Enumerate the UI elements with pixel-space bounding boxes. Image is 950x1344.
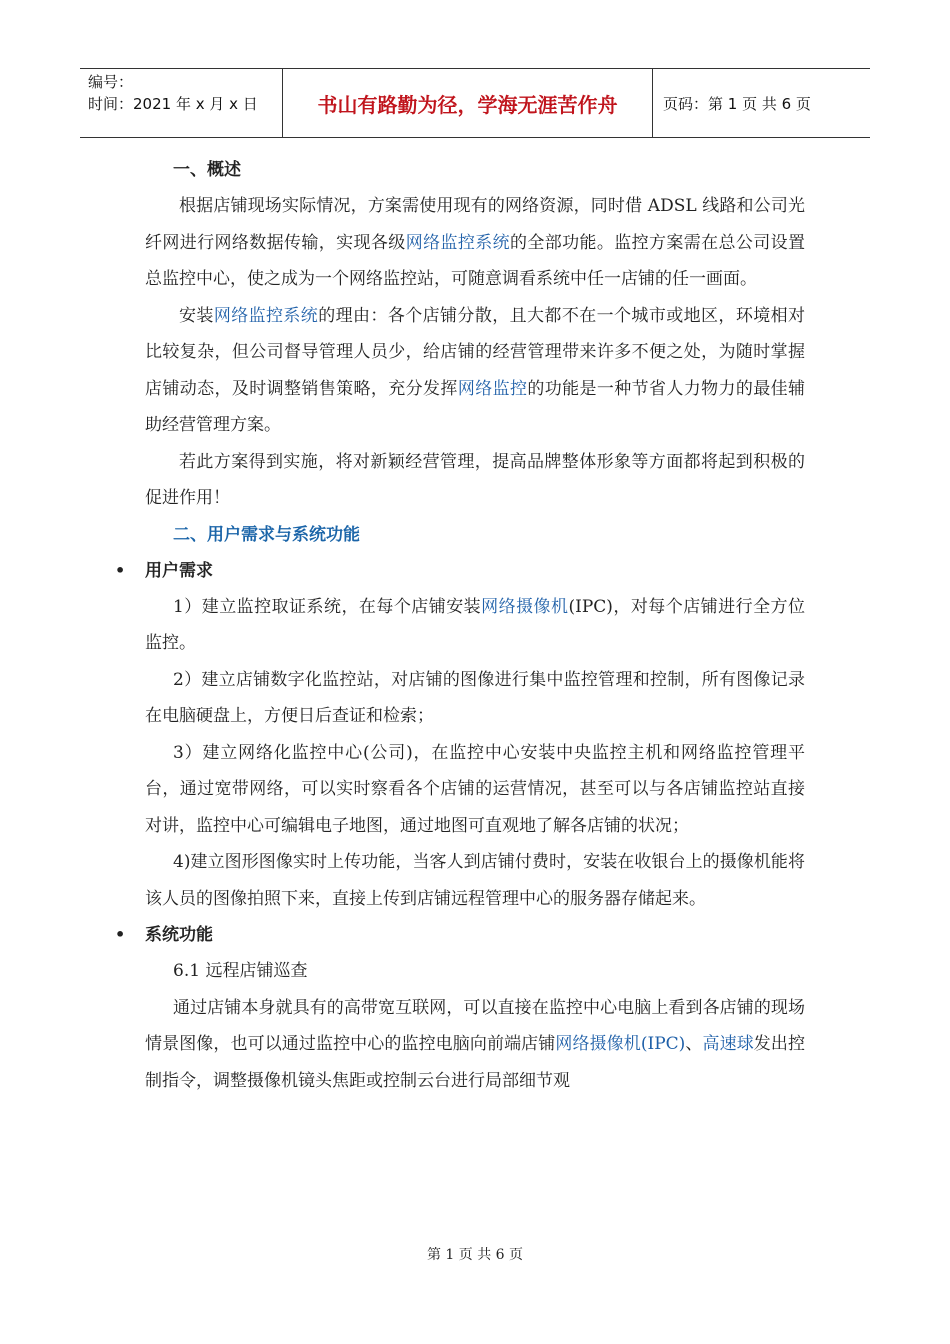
header-page-info: 页码：第 1 页 共 6 页	[663, 94, 811, 113]
page-footer: 第 1 页 共 6 页	[426, 1247, 524, 1263]
section1-title: 一、概述	[173, 160, 241, 180]
time-label: 时间：2021 年 x 月 x 日	[88, 95, 258, 113]
link-network-monitoring-system-2[interactable]: 网络监控系统	[213, 305, 319, 326]
bullet-system-functions: • 系统功能	[145, 917, 805, 953]
link-network-monitoring-system[interactable]: 网络监控系统	[405, 232, 510, 253]
paragraph-overview-3: 若此方案得到实施，将对新颖经营管理，提高品牌整体形象等方面都将起到积极的促进作用！	[145, 451, 805, 508]
number-label: 编号：	[88, 73, 134, 91]
link-speed-dome[interactable]: 高速球	[702, 1034, 754, 1054]
bullet-icon: •	[115, 560, 126, 580]
requirement-4: 4)建立图形图像实时上传功能，当客人到店铺付费时，安装在收银台上的摄像机能将该人员的图像拍照下来，直接上传到店铺远程管理中心的服务器存储起来。	[145, 852, 805, 909]
header-meta	[80, 69, 283, 137]
paragraph-overview-2: 安装网络监控系统的理由：各个店铺分散，且大都不在一个城市或地区，环境相对比较复杂，但公司督导管理人员少，给店铺的经营管理带来许多不便之处，为随时掌握店铺动态，及时调整销售策略，充分发挥网络监控的功能是一种节省人力物力的最佳辅助经营管理方案。	[145, 305, 806, 435]
bullet-user-requirements: • 用户需求	[145, 553, 805, 589]
header-motto: 书山有路勤为径，学海无涯苦作舟	[283, 69, 653, 137]
requirement-2: 2）建立店铺数字化监控站，对店铺的图像进行集中监控管理和控制，所有图像记录在电脑硬盘上，方便日后查证和检索；	[145, 669, 805, 726]
paragraph-remote-inspection: 通过店铺本身就具有的高带宽互联网，可以直接在监控中心电脑上看到各店铺的现场情景图像，也可以通过监控中心的监控电脑向前端店铺网络摄像机(IPC)、高速球发出控制指令，调整摄像机镜头焦距或控制云台进行局部细节观	[145, 997, 805, 1091]
page-header	[80, 68, 870, 138]
bullet-icon: •	[115, 925, 126, 944]
requirement-3: 3）建立网络化监控中心(公司)，在监控中心安装中央监控主机和网络监控管理平台，通过宽带网络，可以实时察看各个店铺的运营情况，甚至可以与各店铺监控站直接对讲，监控中心可编辑电子地图，通过地图可直观地了解各店铺的状况；	[145, 742, 805, 836]
paragraph-overview-1: 根据店铺现场实际情况，方案需使用现有的网络资源，同时借 ADSL 线路和公司光纤网进行网络数据传输，实现各级网络监控系统的全部功能。监控方案需在总公司设置总监控中心，使之成为一个网络监控站，可随意调看系统中任一店铺的任一画面。	[145, 196, 806, 289]
document-body	[115, 152, 806, 1099]
subsection-title-remote-inspection: 6.1 远程店铺巡查	[173, 961, 308, 981]
link-network-monitoring[interactable]: 网络监控	[457, 378, 528, 399]
section2-title: 二、用户需求与系统功能	[173, 524, 360, 545]
requirement-1: 1）建立监控取证系统，在每个店铺安装网络摄像机(IPC)，对每个店铺进行全方位监控。	[145, 596, 806, 653]
link-network-camera[interactable]: 网络摄像机	[481, 596, 569, 617]
link-network-camera-ipc[interactable]: 网络摄像机(IPC)	[555, 1034, 686, 1054]
